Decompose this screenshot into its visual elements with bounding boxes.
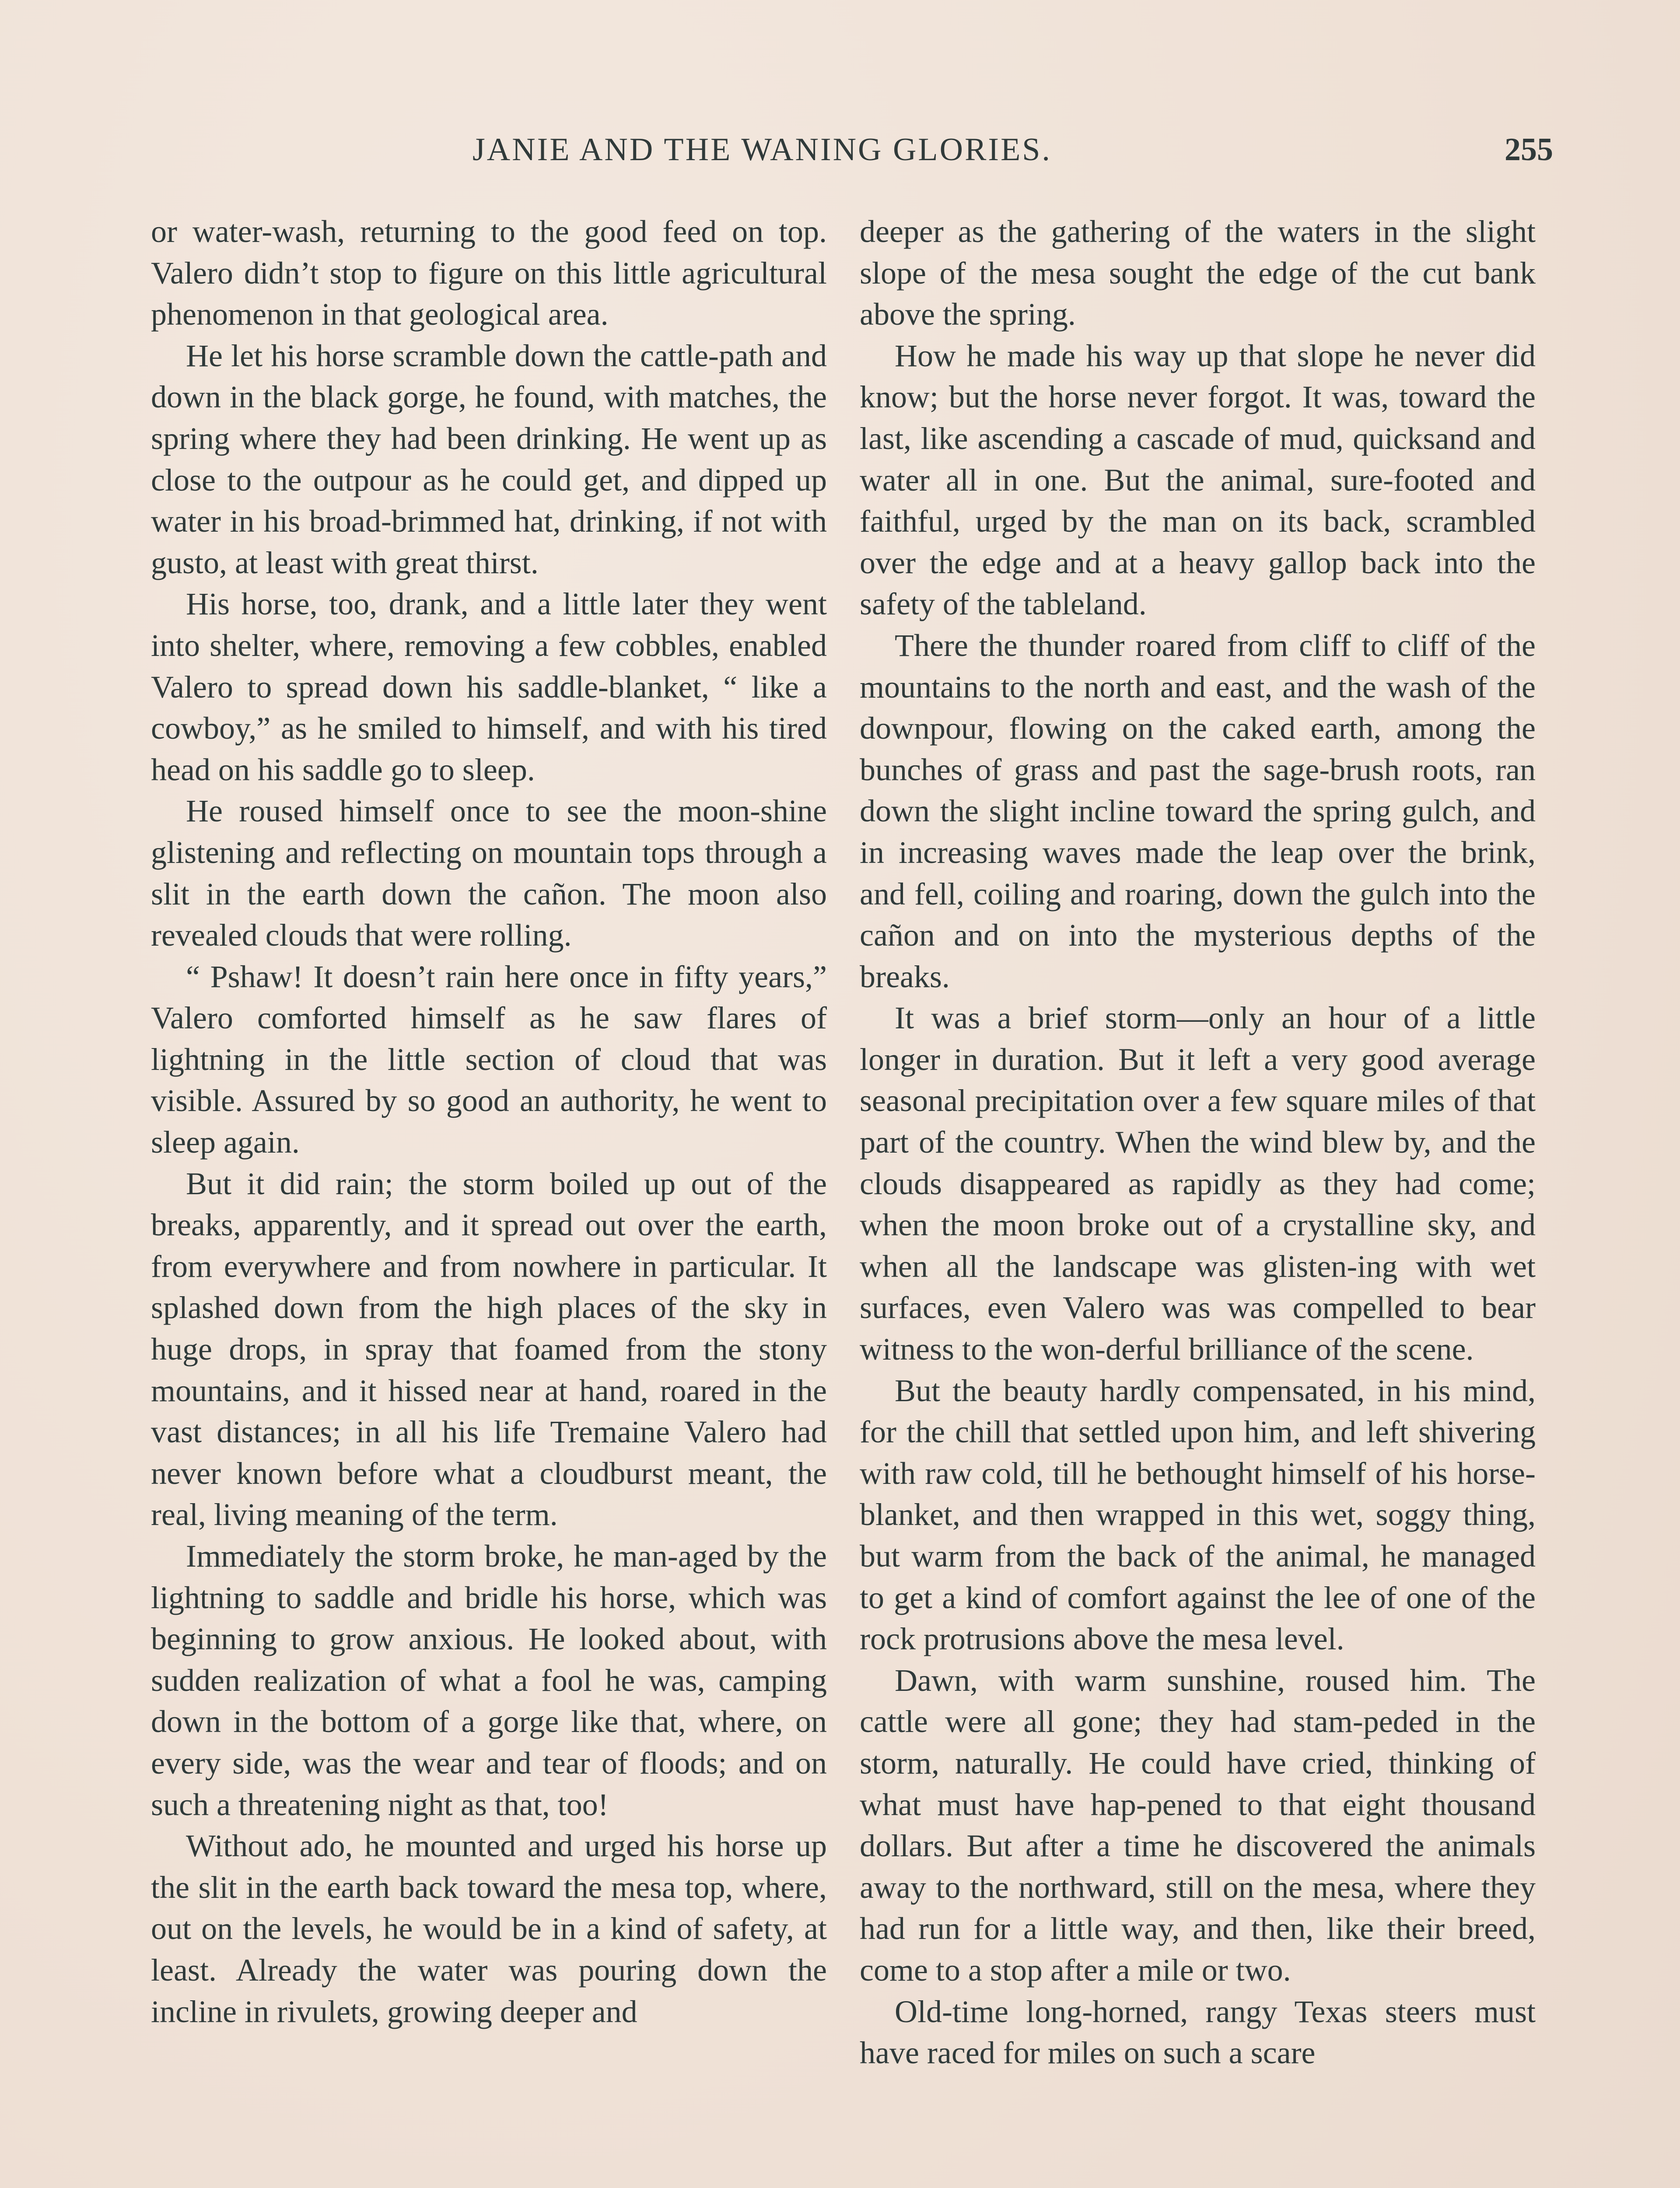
paragraph: He roused himself once to see the moon-shine glistening and reflecting on mountain tops through a slit in the earth down the cañon. The moon also revealed clouds that were rolling. (151, 793, 827, 953)
page-number: 255 (1505, 132, 1553, 168)
paragraph: How he made his way up that slope he never did know; but the horse never forgot. It was, toward the last, like ascending a cascade of mud, quicksand and water all in one. But the animal, sure-footed and faithful, urged by the man on its back, scrambled over the edge and at a heavy gallop back into the safety of the tableland. (860, 338, 1536, 622)
running-title: JANIE AND THE WANING GLORIES. (472, 132, 1052, 168)
paragraph: “ Pshaw! It doesn’t rain here once in fifty years,” Valero comforted himself as he saw flares of lightning in the little section of cloud that was visible. Assured by so good an authority, he went to sleep again. (151, 959, 827, 1160)
paragraph: Without ado, he mounted and urged his horse up the slit in the earth back toward the mesa top, where, out on the levels, he would be in a kind of safety, at least. Already the water was pouring down the incline in rivulets, growing deeper and (151, 1828, 827, 2029)
paragraph: But it did rain; the storm boiled up out of the breaks, apparently, and it spread out over the earth, from everywhere and from nowhere in particular. It splashed down from the high places of the sky in huge drops, in spray that foamed from the stony mountains, and it hissed near at hand, roared in the vast distances; in all his life Tremaine Valero had never known before what a cloudburst meant, the real, living meaning of the term. (151, 1166, 827, 1532)
paragraph: Dawn, with warm sunshine, roused him. The cattle were all gone; they had stam-peded in the storm, naturally. He could have cried, thinking of what must have hap-pened to that eight thousand dollars. But after a time he discovered the animals away to the northward, still on the mesa, where they had run for a little way, and then, like their breed, come to a stop after a mile or two. (860, 1662, 1536, 1988)
page-header (0, 131, 1680, 184)
paragraph: Immediately the storm broke, he man-aged by the lightning to saddle and bridle his horse, which was beginning to grow anxious. He looked about, with sudden realization of what a fool he was, camping down in the bottom of a gorge like that, where, on every side, was the wear and tear of floods; and on such a threatening night as that, too! (151, 1539, 827, 1822)
paragraph: It was a brief storm—only an hour of a little longer in duration. But it left a very good average seasonal precipitation over a few square miles of that part of the country. When the wind blew by, and the clouds disappeared as rapidly as they had come; when the moon broke out of a crystalline sky, and when all the landscape was glisten-ing with wet surfaces, even Valero was was compelled to bear witness to the won-derful brilliance of the scene. (860, 1000, 1536, 1367)
left-text-column (151, 211, 827, 2032)
paragraph: There the thunder roared from cliff to cliff of the mountains to the north and east, and the wash of the downpour, flowing on the caked earth, among the bunches of grass and past the sage-brush roots, ran down the slight incline toward the spring gulch, and in increasing waves made the leap over the brink, and fell, coiling and roaring, down the gulch into the cañon and on into the mysterious depths of the breaks. (860, 628, 1536, 994)
paragraph: deeper as the gathering of the waters in the slight slope of the mesa sought the edge of the cut bank above the spring. (860, 214, 1536, 332)
paragraph: or water-wash, returning to the good feed on top. Valero didn’t stop to figure on this little agricultural phenomenon in that geological area. (151, 214, 827, 332)
paragraph: His horse, too, drank, and a little later they went into shelter, where, removing a few cobbles, enabled Valero to spread down his saddle-blanket, “ like a cowboy,” as he smiled to himself, and with his tired head on his saddle go to sleep. (151, 586, 827, 787)
right-text-column (860, 211, 1536, 2074)
paragraph: But the beauty hardly compensated, in his mind, for the chill that settled upon him, and left shivering with raw cold, till he bethought himself of his horse-blanket, and then wrapped in this wet, soggy thing, but warm from the back of the animal, he managed to get a kind of comfort against the lee of one of the rock protrusions above the mesa level. (860, 1373, 1536, 1657)
paragraph: He let his horse scramble down the cattle-path and down in the black gorge, he found, with matches, the spring where they had been drinking. He went up as close to the outpour as he could get, and dipped up water in his broad-brimmed hat, drinking, if not with gusto, at least with great thirst. (151, 338, 827, 580)
paragraph: Old-time long-horned, rangy Texas steers must have raced for miles on such a scare (860, 1994, 1536, 2071)
